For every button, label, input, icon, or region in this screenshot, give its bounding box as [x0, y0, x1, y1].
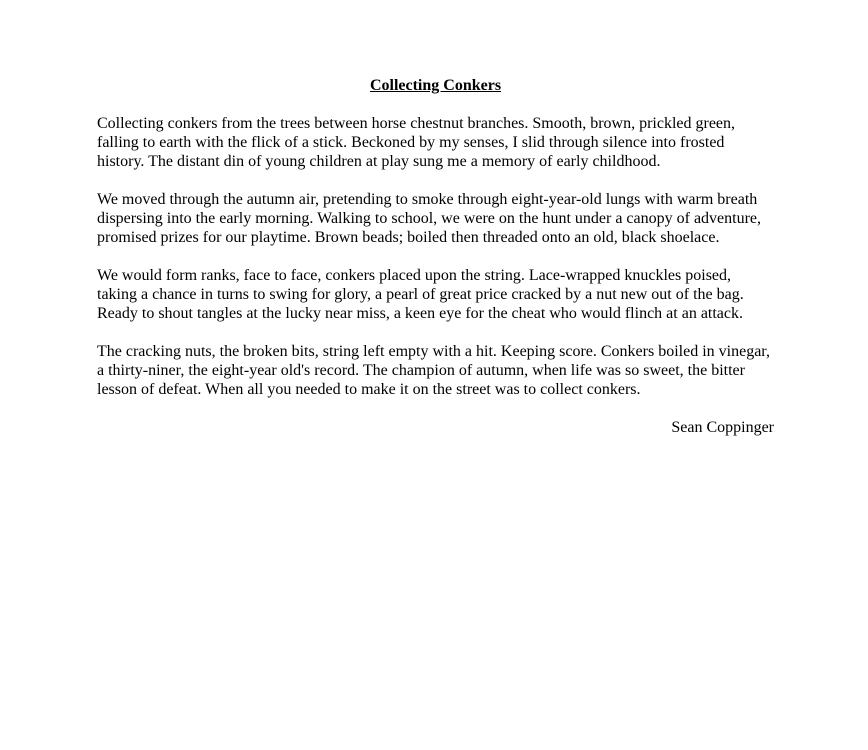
document-page — [97, 76, 774, 437]
poem-paragraph-3: We would form ranks, face to face, conkers placed upon the string. Lace-wrapped knuckles poised, taking a chance in turns to swing for glory, a pearl of great price cracked by a nut new out of the bag. Ready to shout tangles at the lucky near miss, a keen eye for the cheat who would flinch at an attack. — [97, 267, 744, 322]
poem-title: Collecting Conkers — [369, 77, 502, 94]
poem-paragraph-2: We moved through the autumn air, pretending to smoke through eight-year-old lungs with warm breath dispersing into the early morning. Walking to school, we were on the hunt under a canopy of adventure, promised prizes for our playtime. Brown beads; boiled then threaded onto an old, black shoelace. — [97, 191, 762, 246]
poem-paragraph-1: Collecting conkers from the trees between horse chestnut branches. Smooth, brown, prickled green, falling to earth with the flick of a stick. Beckoned by my senses, I slid through silence into frosted history. The distant din of young children at play sung me a memory of early childhood. — [97, 115, 736, 170]
poem-paragraph-4: The cracking nuts, the broken bits, string left empty with a hit. Keeping score. Conkers boiled in vinegar, a thirty-niner, the eight-year old's record. The champion of autumn, when life was so sweet, the bitter lesson of defeat. When all you needed to make it on the street was to collect conkers. — [97, 343, 770, 398]
poem-author: Sean Coppinger — [671, 419, 774, 436]
